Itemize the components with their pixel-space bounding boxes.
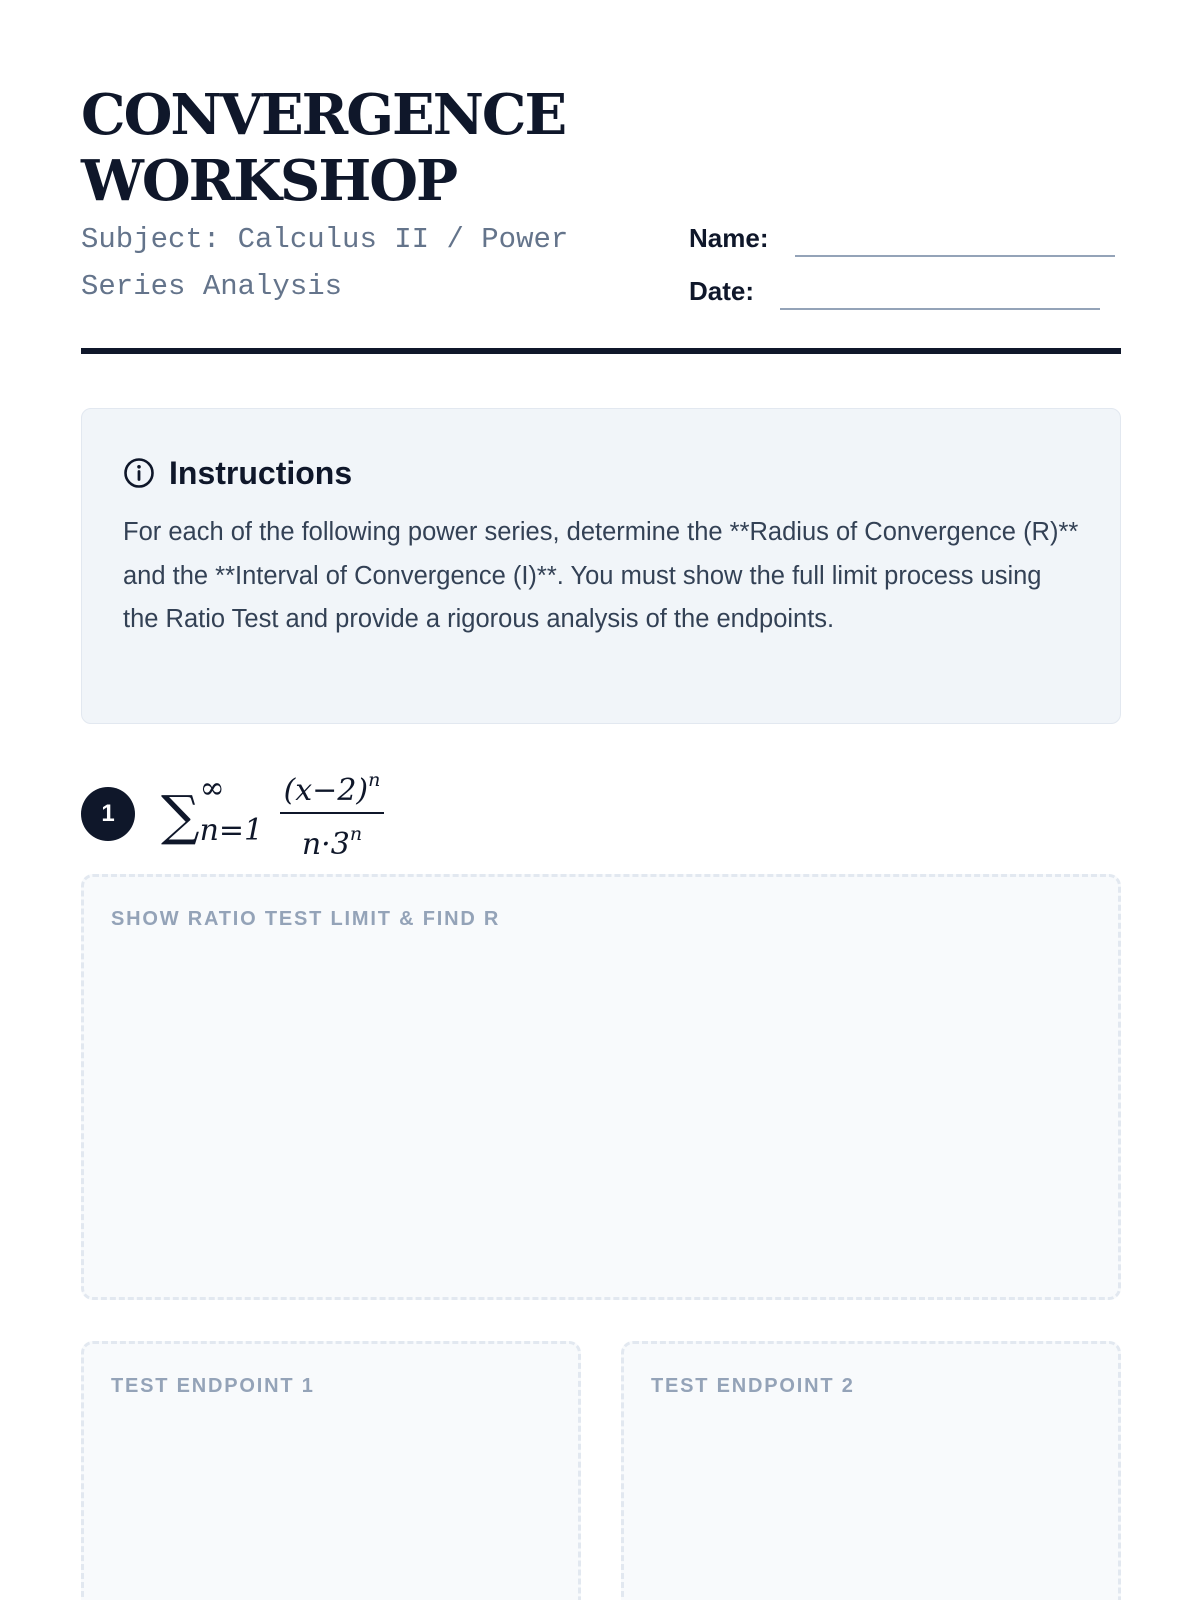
info-circle-icon [123,457,155,489]
summation-upper-limit: ∞ [199,771,225,806]
denominator-base: n·3 [301,826,350,862]
name-label: Name: [689,223,769,253]
date-blank-line[interactable] [780,308,1100,310]
endpoint-2-label: TEST ENDPOINT 2 [651,1375,855,1397]
fraction-numerator [280,762,385,814]
numerator-base: (x−2) [283,772,369,808]
summation-lower-limit: n=1 [199,813,264,848]
instructions-header [123,453,352,493]
subject-line: Subject: Calculus II / Power Series Analysis [81,223,569,303]
date-label: Date: [689,276,755,306]
date-field[interactable] [689,267,1100,307]
instructions-panel [81,408,1121,724]
summation-symbol: ∑ [161,784,200,847]
problem-number-badge: 1 [81,787,135,841]
endpoint-2-work-area[interactable] [621,1341,1121,1600]
page-title [81,82,641,214]
endpoint-1-label: TEST ENDPOINT 1 [111,1375,315,1397]
endpoint-1-work-area[interactable] [81,1341,581,1600]
instructions-title: Instructions [169,455,353,491]
denominator-exponent: n [349,822,363,845]
title-line-2: WORKSHOP [81,148,457,214]
name-blank-line[interactable] [795,255,1115,257]
problem-formula [161,768,384,862]
numerator-exponent: n [368,768,381,791]
worksheet-page [81,0,1121,1600]
title-line-1: CONVERGENCE [81,82,566,148]
ratio-test-work-area[interactable] [81,874,1121,1300]
instructions-text: For each of the following power series, determine the **Radius of Convergence (R)** and the **Interval of Convergence (I)**. You must show the full limit process using the Ratio Test and provide a rigorous analysis of the endpoints. [123,518,1079,633]
header-divider [81,348,1121,354]
fraction-denominator [302,814,362,863]
summation-limits [200,772,264,852]
series-term-fraction [280,762,385,863]
work-area-label: SHOW RATIO TEST LIMIT & FIND R [111,908,501,930]
name-field[interactable] [689,214,1115,254]
